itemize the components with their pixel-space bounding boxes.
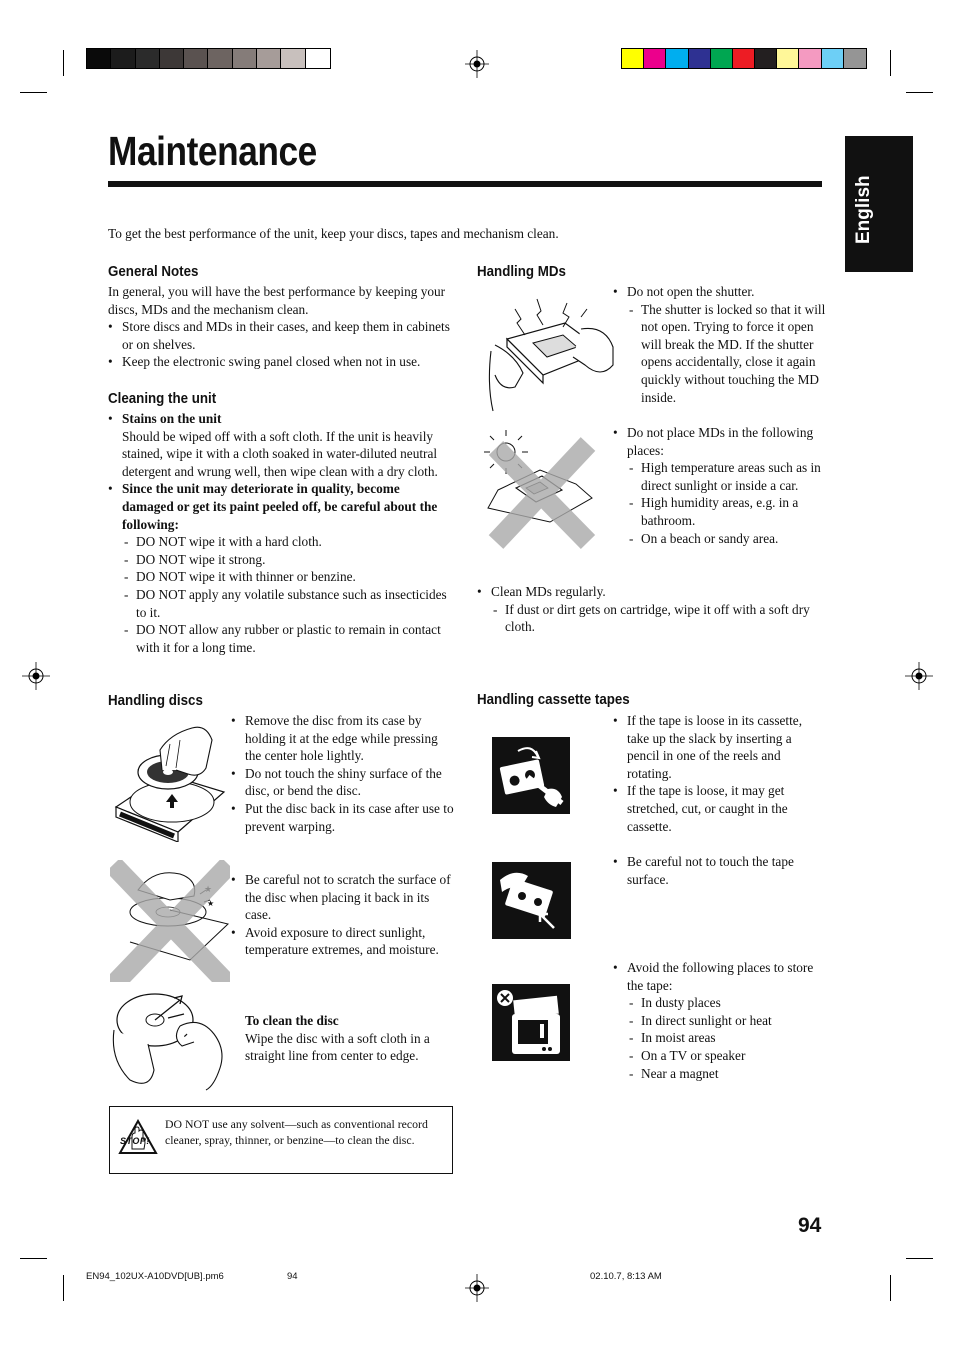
- md-list-3: [477, 583, 822, 636]
- discs-heading: Handling discs: [108, 693, 203, 709]
- color-swatch: [777, 49, 799, 68]
- color-swatch: [111, 49, 135, 68]
- list-item: [108, 410, 453, 480]
- tapes-heading: Handling cassette tapes: [477, 692, 630, 708]
- dash-item: - High temperature areas such as in direct sunlight or inside a car.: [627, 459, 826, 494]
- dash-item: - On a beach or sandy area.: [627, 530, 826, 548]
- tape-list-3: [613, 959, 826, 1082]
- disc-cleaning-title: To clean the disc: [245, 1013, 339, 1028]
- dash-item: - In dusty places: [627, 994, 826, 1012]
- disc-cleaning-text: Wipe the disc with a soft cloth in a straight line from center to edge.: [245, 1030, 430, 1064]
- list-item: [613, 959, 826, 1082]
- general-notes-heading: General Notes: [108, 264, 199, 280]
- list-item: • Keep the electronic swing panel closed when not in use.: [108, 353, 453, 371]
- discs-list-1: [231, 712, 457, 835]
- dash-item: - DO NOT wipe it strong.: [122, 551, 453, 569]
- dash-item: - If dust or dirt gets on cartridge, wipe it off with a soft dry cloth.: [491, 601, 822, 636]
- md-list-1: [613, 283, 826, 406]
- color-swatch: [799, 49, 821, 68]
- general-notes-body: [108, 283, 453, 371]
- list-item: • If the tape is loose in its cassette, take up the slack by inserting a pencil in one of the reels and rotating.: [613, 712, 826, 782]
- dash-item: - DO NOT allow any rubber or plastic to remain in contact with it for a long time.: [122, 621, 453, 656]
- md-shutter-illustration: [485, 295, 617, 417]
- tape-storage-icon: [492, 984, 570, 1061]
- warning-text: DO NOT use any solvent—such as conventional record cleaner, spray, thinner, or benzine—to clean the disc.: [165, 1117, 428, 1147]
- color-swatch: [711, 49, 733, 68]
- list-item: • Remove the disc from its case by holding it at the edge while pressing the center hole lightly.: [231, 712, 457, 765]
- crop-mark: [906, 92, 933, 93]
- color-swatch: [87, 49, 111, 68]
- tape-list-2: [613, 853, 826, 888]
- md-places-text: • Do not place MDs in the following places:: [627, 425, 814, 458]
- tape-list-1: [613, 712, 826, 835]
- stains-title: • Stains on the unit: [122, 411, 222, 426]
- page-title: Maintenance: [108, 128, 317, 174]
- dash-item: - DO NOT wipe it with thinner or benzine.: [122, 568, 453, 586]
- dash-item: - DO NOT apply any volatile substance such as insecticides to it.: [122, 586, 453, 621]
- color-swatch: [666, 49, 688, 68]
- disc-scratch-prohibited-illustration: [110, 860, 230, 982]
- language-tab: [845, 136, 913, 272]
- md-clean-text: • Clean MDs regularly.: [491, 584, 606, 599]
- list-item: • Be careful not to touch the tape surface.: [613, 853, 826, 888]
- color-swatch: [136, 49, 160, 68]
- crop-mark: [20, 1258, 47, 1259]
- language-tab-label: English: [853, 175, 874, 244]
- md-shutter-text: • Do not open the shutter.: [627, 284, 755, 299]
- list-item: [108, 480, 453, 656]
- registration-target-icon: [22, 662, 50, 690]
- color-swatch: [844, 49, 866, 68]
- color-swatch: [755, 49, 777, 68]
- general-notes-text: In general, you will have the best performance by keeping your discs, MDs and the mechanism clean.: [108, 284, 446, 317]
- crop-mark: [906, 1258, 933, 1259]
- solvent-warning-box: [109, 1106, 453, 1174]
- tape-pencil-icon: [492, 737, 570, 814]
- list-item: • Do not touch the shiny surface of the disc, or bend the disc.: [231, 765, 457, 800]
- list-item: • If the tape is loose, it may get stretched, cut, or caught in the cassette.: [613, 782, 826, 835]
- list-item: • Store discs and MDs in their cases, and keep them in cabinets or on shelves.: [108, 318, 453, 353]
- stop-label: STOP!: [120, 1136, 150, 1146]
- crop-mark: [63, 1275, 64, 1301]
- list-item: [613, 283, 826, 406]
- color-registration-bar: [621, 48, 867, 69]
- disc-removal-illustration: [110, 722, 230, 842]
- color-swatch: [233, 49, 257, 68]
- cleaning-heading: Cleaning the unit: [108, 391, 217, 407]
- disc-cleaning-note: [245, 1012, 455, 1065]
- footer-file: EN94_102UX-A10DVD[UB].pm6: [86, 1271, 224, 1282]
- color-swatch: [689, 49, 711, 68]
- title-rule: [108, 181, 822, 187]
- dash-item: - On a TV or speaker: [627, 1047, 826, 1065]
- color-swatch: [281, 49, 305, 68]
- color-swatch: [306, 49, 330, 68]
- stains-text: Should be wiped off with a soft cloth. If the unit is heavily stained, wipe it with a cloth soaked in water-diluted neutral detergent and wrung well, then wipe clean with a dry cloth.: [122, 428, 438, 479]
- color-swatch: [257, 49, 281, 68]
- registration-target-icon: [465, 50, 489, 78]
- page-number: 94: [798, 1214, 822, 1237]
- gray-registration-bar: [86, 48, 331, 69]
- cleaning-dash-list: [122, 533, 453, 656]
- crop-mark: [20, 92, 47, 93]
- color-swatch: [160, 49, 184, 68]
- dash-item: - High humidity areas, e.g. in a bathroom.: [627, 494, 826, 529]
- crop-mark: [890, 1275, 891, 1301]
- list-item: [613, 424, 826, 547]
- intro-text: To get the best performance of the unit, keep your discs, tapes and mechanism clean.: [108, 226, 559, 241]
- dash-item: - In direct sunlight or heat: [627, 1012, 826, 1030]
- mds-heading: Handling MDs: [477, 264, 566, 280]
- list-item: • Be careful not to scratch the surface of the disc when placing it back in its case.: [231, 871, 457, 924]
- registration-target-icon: [905, 662, 933, 690]
- color-swatch: [733, 49, 755, 68]
- color-swatch: [644, 49, 666, 68]
- md-placement-prohibited-illustration: [480, 430, 605, 552]
- color-swatch: [208, 49, 232, 68]
- list-item: • Put the disc back in its case after use to prevent warping.: [231, 800, 457, 835]
- dash-item: - The shutter is locked so that it will not open. Trying to force it open will break the MD. If the shutter opens accidentally, close it again quickly without touching the MD inside.: [627, 301, 826, 407]
- dash-item: - In moist areas: [627, 1029, 826, 1047]
- registration-target-icon: [465, 1274, 489, 1302]
- list-item: [477, 583, 822, 636]
- list-item: • Avoid exposure to direct sunlight, temperature extremes, and moisture.: [231, 924, 457, 959]
- tape-storage-text: • Avoid the following places to store the tape:: [627, 960, 814, 993]
- cleaning-body: [108, 410, 453, 656]
- disc-cleaning-illustration: [110, 990, 235, 1094]
- crop-mark: [63, 50, 64, 76]
- footer-page: 94: [287, 1271, 298, 1282]
- dash-item: - DO NOT wipe it with a hard cloth.: [122, 533, 453, 551]
- color-swatch: [184, 49, 208, 68]
- caution-title: • Since the unit may deteriorate in quality, become damaged or get its paint peeled off, be careful about the following:: [122, 481, 438, 532]
- md-list-2: [613, 424, 826, 547]
- general-notes-list: [108, 318, 453, 371]
- footer-date: 02.10.7, 8:13 AM: [590, 1271, 662, 1282]
- tape-surface-icon: [492, 862, 571, 939]
- color-swatch: [622, 49, 644, 68]
- color-swatch: [822, 49, 844, 68]
- crop-mark: [890, 50, 891, 76]
- dash-item: - Near a magnet: [627, 1065, 826, 1083]
- discs-list-2: [231, 871, 457, 959]
- svg-text:★: ★: [207, 899, 215, 908]
